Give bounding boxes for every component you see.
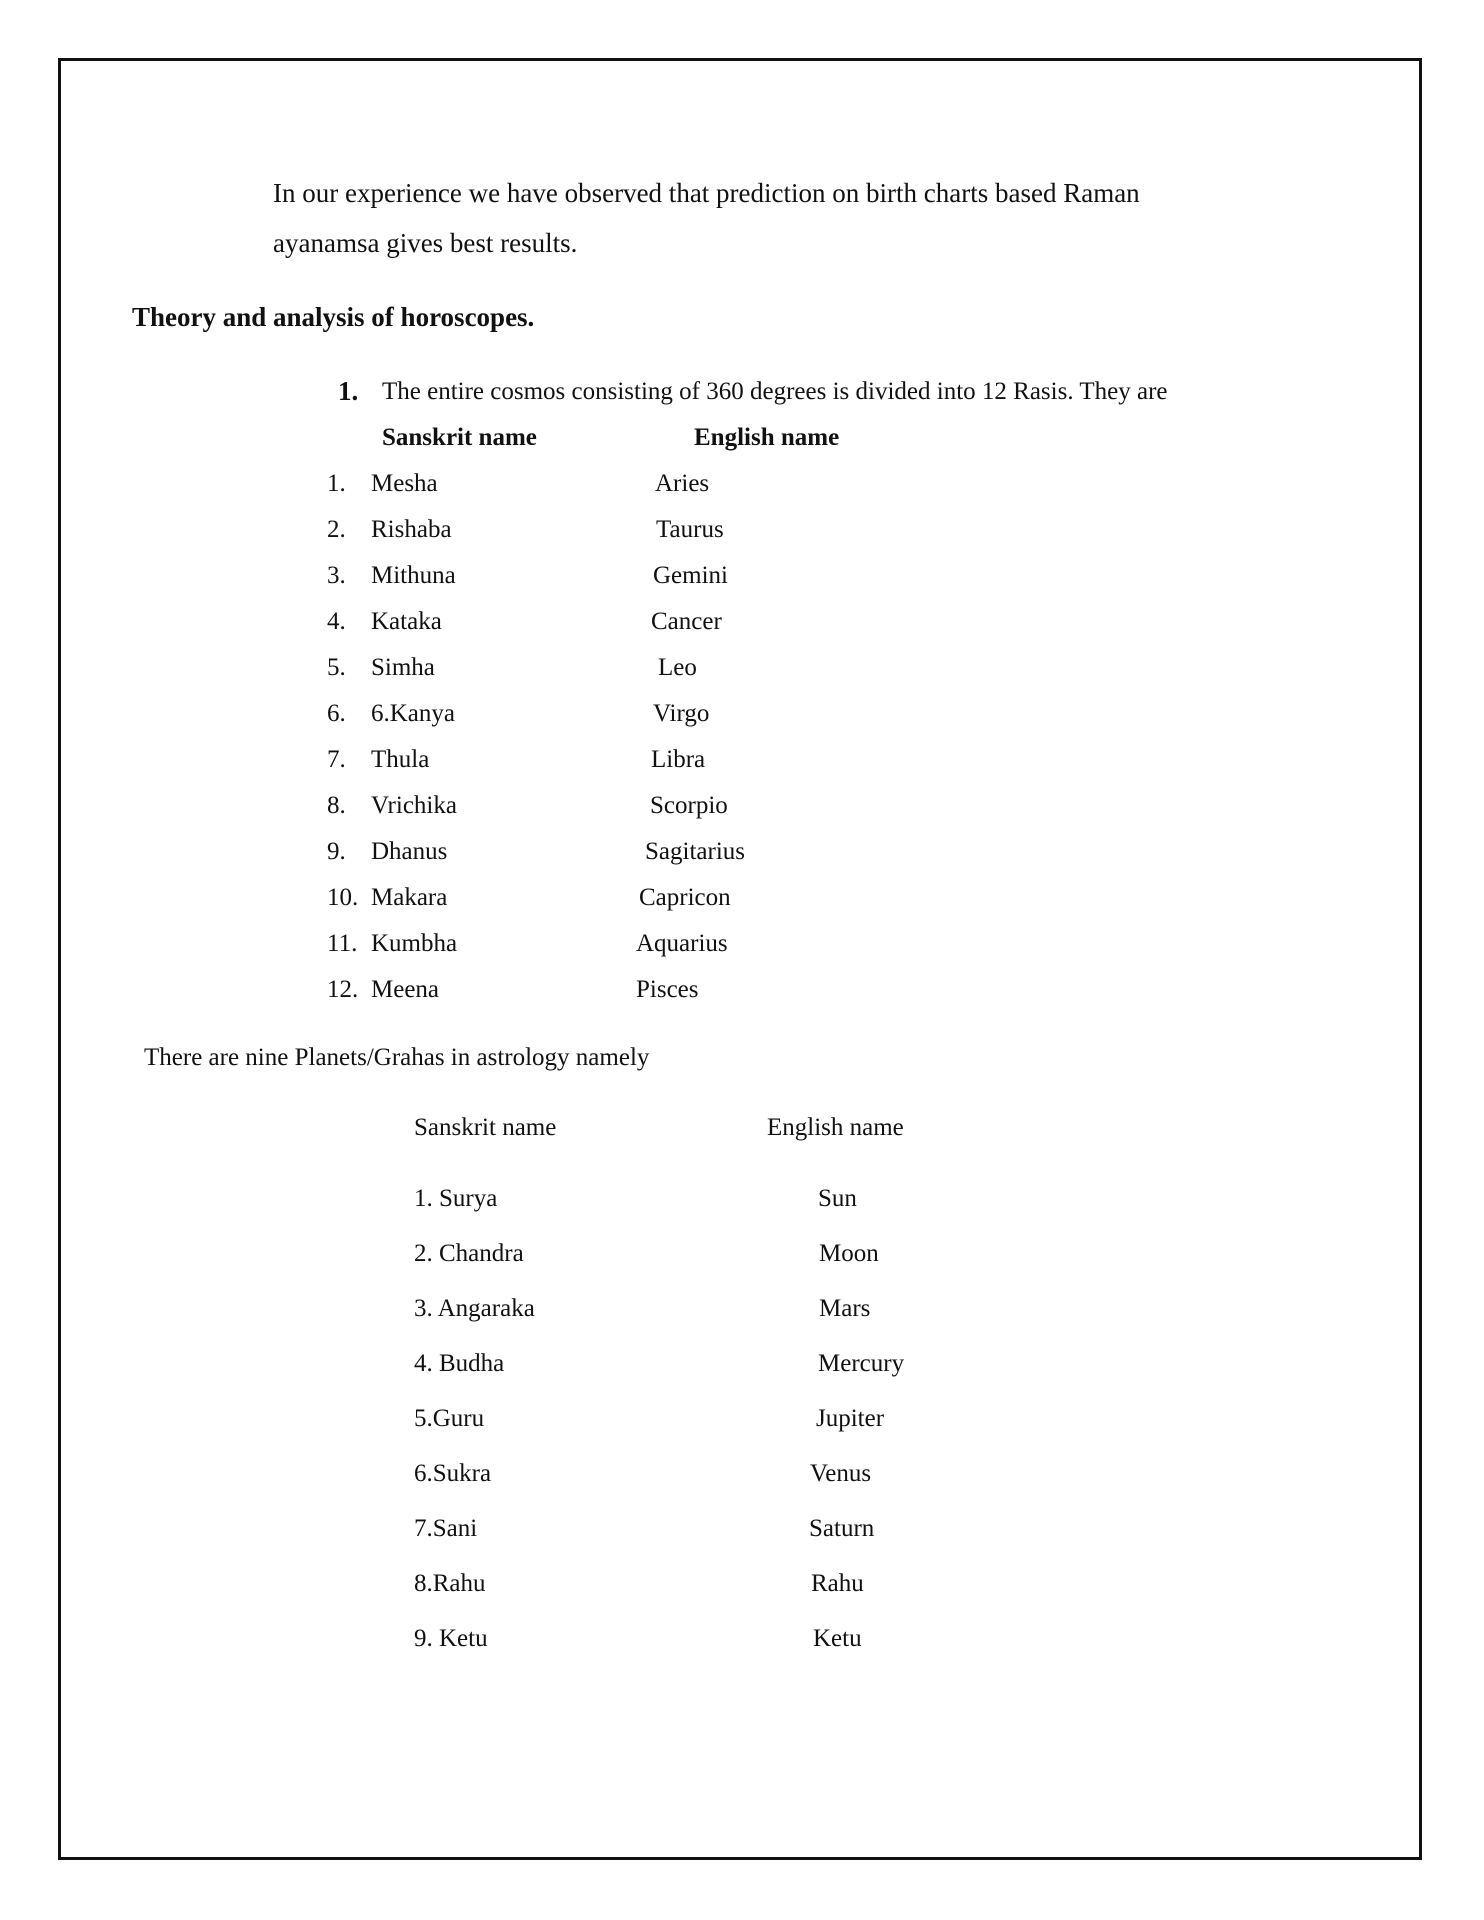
rasi-row-number: 5. (327, 654, 346, 681)
rasi-row-number: 8. (327, 792, 346, 819)
rasi-row-number: 3. (327, 562, 346, 589)
rasi-row-sanskrit: Makara (371, 884, 448, 911)
rasi-col-sanskrit: Sanskrit name (382, 424, 537, 451)
rasi-row-sanskrit: Vrichika (371, 792, 457, 819)
rasi-row-sanskrit: Dhanus (371, 838, 448, 865)
planet-row-sanskrit: 6.Sukra (414, 1460, 492, 1487)
planet-col-sanskrit: Sanskrit name (414, 1114, 557, 1141)
rasi-row-number: 9. (327, 838, 346, 865)
rasi-row-number: 2. (327, 516, 346, 543)
planet-row-english: Moon (819, 1240, 879, 1267)
rasi-row-number: 1. (327, 470, 346, 497)
rasi-row-english: Gemini (653, 562, 728, 589)
rasi-row-sanskrit: Mithuna (371, 562, 456, 589)
rasi-row-sanskrit: Rishaba (371, 516, 452, 543)
rasi-row-sanskrit: Meena (371, 976, 440, 1003)
planet-row-english: Mercury (818, 1350, 905, 1377)
planet-row-english: Rahu (811, 1570, 864, 1597)
planet-row-english: Mars (819, 1295, 871, 1322)
rasi-row-number: 7. (327, 746, 346, 773)
rasi-row-number: 6. (327, 700, 346, 727)
planet-row-sanskrit: 4. Budha (414, 1350, 505, 1377)
rasi-row-english: Scorpio (650, 792, 728, 819)
rasi-row-sanskrit: Simha (371, 654, 435, 681)
list-item-text: The entire cosmos consisting of 360 degrees is divided into 12 Rasis. They are (382, 378, 1168, 405)
planet-row-english: Saturn (809, 1515, 875, 1542)
rasi-row-english: Sagitarius (645, 838, 745, 865)
planet-row-english: Ketu (813, 1625, 862, 1652)
rasi-row-number: 12. (327, 976, 359, 1003)
planet-row-sanskrit: 2. Chandra (414, 1240, 524, 1267)
rasi-row-english: Aries (655, 470, 710, 497)
intro-line-1: In our experience we have observed that prediction on birth charts based Raman (273, 178, 1140, 208)
rasi-row-english: Taurus (656, 516, 724, 543)
planet-row-sanskrit: 9. Ketu (414, 1625, 488, 1652)
intro-line-2: ayanamsa gives best results. (273, 228, 578, 258)
planet-row-sanskrit: 8.Rahu (414, 1570, 486, 1597)
planet-row-sanskrit: 1. Surya (414, 1185, 498, 1212)
rasi-row-english: Capricon (639, 884, 731, 911)
rasi-row-number: 10. (327, 884, 359, 911)
rasi-row-number: 11. (327, 930, 358, 957)
rasi-row-english: Pisces (636, 976, 699, 1003)
planets-intro: There are nine Planets/Grahas in astrology namely (144, 1044, 650, 1071)
section-heading: Theory and analysis of horoscopes. (132, 302, 535, 332)
rasi-row-sanskrit: 6.Kanya (371, 700, 455, 727)
planet-row-english: Jupiter (816, 1405, 885, 1432)
planet-row-english: Sun (818, 1185, 857, 1212)
rasi-row-english: Libra (651, 746, 706, 773)
list-item-number: 1. (338, 376, 359, 406)
rasi-row-sanskrit: Kataka (371, 608, 442, 635)
planet-row-sanskrit: 7.Sani (414, 1515, 478, 1542)
planet-row-english: Venus (810, 1460, 872, 1487)
planet-row-sanskrit: 5.Guru (414, 1405, 485, 1432)
rasi-row-number: 4. (327, 608, 346, 635)
rasi-row-english: Aquarius (636, 930, 728, 957)
rasi-col-english: English name (694, 424, 840, 451)
rasi-row-english: Virgo (653, 700, 710, 727)
rasi-row-english: Leo (658, 654, 697, 681)
rasi-row-english: Cancer (651, 608, 722, 635)
planet-col-english: English name (767, 1114, 904, 1141)
planet-row-sanskrit: 3. Angaraka (414, 1295, 535, 1322)
rasi-row-sanskrit: Thula (371, 746, 430, 773)
rasi-row-sanskrit: Mesha (371, 470, 438, 497)
rasi-row-sanskrit: Kumbha (371, 930, 458, 957)
